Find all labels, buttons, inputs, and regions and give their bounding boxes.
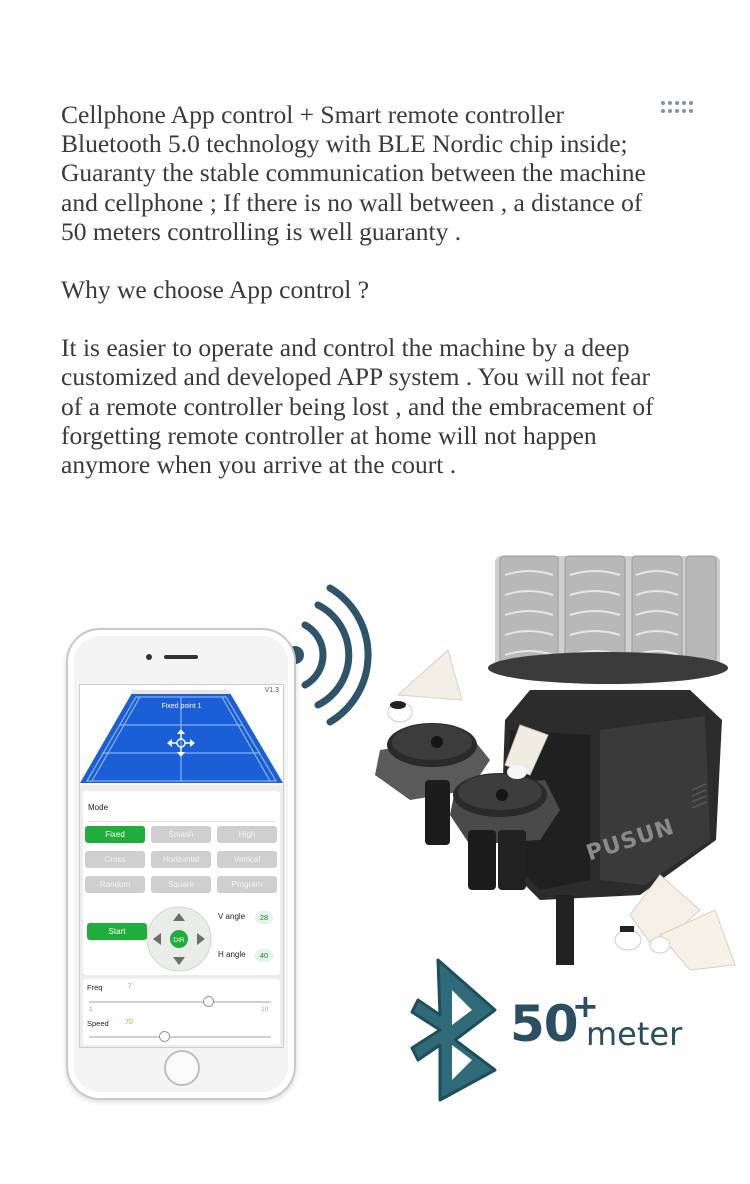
range-number: 50 [510, 995, 578, 1053]
app-version: V1.3 [264, 687, 279, 694]
mode-label: Mode [88, 803, 109, 812]
speed-value: 70 [125, 1019, 133, 1026]
mode-smash-button[interactable]: Smash [151, 826, 211, 843]
mode-panel [83, 791, 280, 975]
settings-panel [83, 979, 280, 1045]
mode-random-button[interactable]: Random [85, 876, 145, 893]
answer-line-5: anymore when you arrive at the court . [61, 450, 457, 480]
answer-line-2: customized and developed APP system . You will not fear [61, 362, 651, 392]
v-angle-label: V angle [218, 912, 246, 921]
home-button[interactable] [164, 1050, 200, 1086]
intro-line-1: Cellphone App control + Smart remote controller [61, 100, 565, 129]
shuttlecock-left [388, 650, 462, 722]
freq-slider-track[interactable] [89, 1001, 271, 1003]
intro-line-2: Bluetooth 5.0 technology with BLE Nordic chip inside; [61, 129, 628, 159]
machine-brand-logo: PUSUN [583, 814, 678, 867]
mode-fixed-button[interactable]: Fixed [85, 826, 145, 843]
mode-high-button[interactable]: High [217, 826, 277, 843]
wifi-signal-icon [286, 588, 368, 722]
fixed-point-label: Fixed point 1 [161, 703, 202, 710]
mode-horizontal-button[interactable]: Horizontal [151, 851, 211, 868]
direction-pad[interactable] [145, 905, 213, 973]
speed-label: Speed [87, 1019, 109, 1028]
range-unit: meter [586, 1015, 683, 1053]
court-view[interactable] [80, 685, 283, 785]
front-camera [146, 654, 152, 660]
answer-line-1: It is easier to operate and control the machine by a deep [61, 333, 630, 363]
range-label [510, 987, 683, 1053]
freq-min: 1 [89, 1006, 93, 1013]
bluetooth-icon [412, 960, 495, 1100]
intro-line-5: 50 meters controlling is well guaranty . [61, 216, 462, 246]
v-angle-value[interactable]: 28 [255, 911, 273, 924]
mode-program-button[interactable]: Program [217, 876, 277, 893]
speed-slider-handle[interactable] [159, 1031, 170, 1042]
h-angle-value[interactable]: 40 [255, 949, 273, 962]
freq-value: 7 [128, 983, 132, 990]
range-plus: + [572, 987, 599, 1025]
freq-max: 10 [261, 1006, 269, 1013]
intro-line-3: Guaranty the stable communication between the machine [61, 158, 646, 188]
answer-line-4: forgetting remote controller at home will not happen [61, 420, 597, 450]
start-button[interactable]: Start [87, 923, 147, 940]
question-heading: Why we choose App control ? [61, 275, 370, 305]
intro-line-4: and cellphone ; If there is no wall between , a distance of [61, 187, 643, 217]
smartphone [66, 628, 296, 1100]
mode-vertical-button[interactable]: Vertical [217, 851, 277, 868]
app-screen [79, 684, 284, 1048]
freq-slider-handle[interactable] [203, 996, 214, 1007]
mode-cross-button[interactable]: Cross [85, 851, 145, 868]
speed-slider-track[interactable] [89, 1036, 271, 1038]
answer-line-3: of a remote controller being lost , and the embracement of [61, 391, 654, 421]
h-angle-label: H angle [218, 950, 246, 959]
court-diagram [80, 685, 283, 785]
earpiece-speaker [164, 655, 198, 659]
mode-square-button[interactable]: Square [151, 876, 211, 893]
dir-label: DIR [173, 937, 185, 944]
shuttle-hopper [488, 556, 728, 684]
freq-label: Freq [87, 983, 103, 992]
